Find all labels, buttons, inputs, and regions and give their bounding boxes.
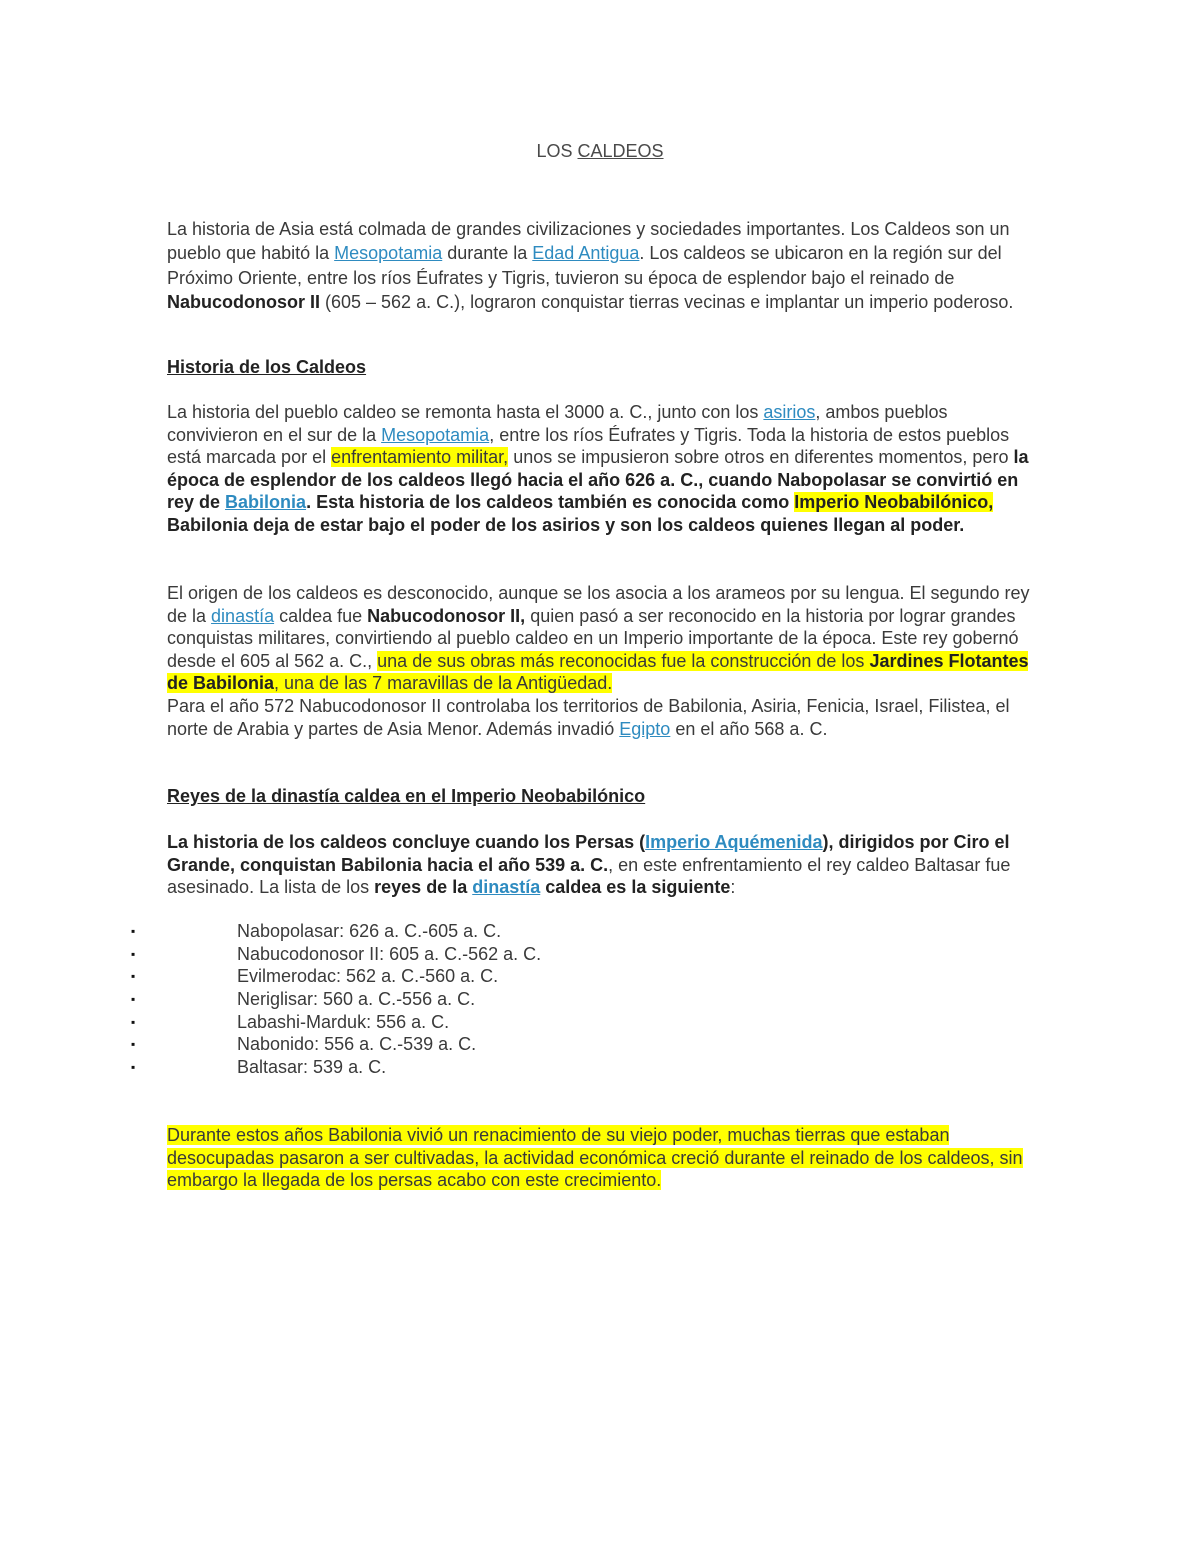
p3-highlight-2: , una de las 7 maravillas de la Antigüedad. xyxy=(274,673,613,694)
link-asirios[interactable]: asirios xyxy=(763,402,816,422)
p4-text-2: : xyxy=(730,877,736,898)
bullet-icon: ▪ xyxy=(131,946,136,961)
p4-bold-4: caldea es la siguiente xyxy=(540,877,731,898)
king-name: Nabopolasar: 626 a. C.-605 a. C. xyxy=(237,921,502,941)
list-item xyxy=(0,1056,1200,1079)
bullet-icon: ▪ xyxy=(131,1060,136,1075)
heading-reyes: Reyes de la dinastía caldea en el Imperio Neobabilónico xyxy=(167,786,646,806)
king-name: Nabonido: 556 a. C.-539 a. C. xyxy=(237,1034,477,1055)
title-part2: CALDEOS xyxy=(577,141,664,161)
list-item xyxy=(0,920,1200,943)
p4-bold-1: La historia de los caldeos concluye cuando los Persas ( xyxy=(167,832,646,852)
link-dinastia-2[interactable]: dinastía xyxy=(472,877,541,898)
p4-text-1: , en este enfrentamiento el rey caldeo Baltasar fue asesinado. La lista de los xyxy=(167,854,1011,898)
link-dinastia[interactable]: dinastía xyxy=(211,605,275,626)
p3-text-5: en el año 568 a. C. xyxy=(670,718,828,739)
intro-text-1: La historia de Asia está colmada de grandes civilizaciones y sociedades importantes. Los Caldeos son un pueblo que habitó la xyxy=(167,219,1010,264)
p2-text-2: , ambos pueblos convivieron en el sur de la xyxy=(167,402,948,445)
link-edad-antigua[interactable]: Edad Antigua xyxy=(532,243,640,264)
bullet-icon: ▪ xyxy=(131,1037,136,1052)
p3-text-1: El origen de los caldeos es desconocido, aunque se los asocia a los arameos por su lengua. El segundo rey de la xyxy=(167,583,1030,626)
bullet-icon: ▪ xyxy=(131,992,136,1007)
intro-text-4: (605 – 562 a. C.), lograron conquistar tierras vecinas e implantar un imperio poderoso. xyxy=(320,292,1014,313)
bullet-icon: ▪ xyxy=(131,924,136,938)
king-name: Nabucodonosor II: 605 a. C.-562 a. C. xyxy=(237,943,542,964)
list-item xyxy=(0,943,1200,966)
p4-bold-2: ), dirigidos por Ciro el Grande, conquistan Babilonia hacia el año 539 a. C. xyxy=(167,832,1010,875)
p2-text-3: , entre los ríos Éufrates y Tigris. Toda la historia de estos pueblos está marcada por el xyxy=(167,424,1010,468)
p3-text-2: caldea fue xyxy=(274,605,368,626)
p2-highlight-2: Imperio Neobabilónico, xyxy=(794,492,994,513)
origin-paragraph xyxy=(167,582,1037,740)
list-item xyxy=(0,965,1200,988)
list-item xyxy=(0,1011,1200,1034)
link-mesopotamia[interactable]: Mesopotamia xyxy=(334,243,443,264)
king-name: Baltasar: 539 a. C. xyxy=(237,1057,387,1078)
p2-text-4: unos se impusieron sobre otros en diferentes momentos, pero xyxy=(508,447,1014,468)
link-babilonia[interactable]: Babilonia xyxy=(225,492,307,513)
bullet-icon: ▪ xyxy=(131,969,136,984)
kings-intro-paragraph xyxy=(167,831,1037,899)
p3-bold-1: Nabucodonosor II, xyxy=(367,605,526,626)
closing-paragraph xyxy=(167,1124,1037,1192)
title-part1: LOS xyxy=(536,141,573,161)
king-name: Evilmerodac: 562 a. C.-560 a. C. xyxy=(237,966,499,987)
list-item xyxy=(0,988,1200,1011)
p3-text-4: Para el año 572 Nabucodonosor II controlaba los territorios de Babilonia, Asiria, Fenicia, Israel, Filistea, el norte de Arabia y partes de Asia Menor. Además invadió xyxy=(167,695,1010,739)
p2-bold-2: . Esta historia de los caldeos también es conocida como xyxy=(306,492,795,513)
p3-text-3: quien pasó a ser reconocido en la historia por lograr grandes conquistas militares, convirtiendo al pueblo caldeo en un Imperio importante de la época. Este rey gobernó desde el 605 al 562 a. C., xyxy=(167,605,1019,671)
p3-highlight-1: una de sus obras más reconocidas fue la construcción de los xyxy=(377,650,870,671)
closing-highlight: Durante estos años Babilonia vivió un renacimiento de su viejo poder, muchas tierras que estaban desocupadas pasaron a ser cultivadas, la actividad económica creció durante el reinado de los caldeos, sin embargo la llegada de los persas acabo con este crecimiento. xyxy=(167,1125,1023,1191)
p2-text-1: La historia del pueblo caldeo se remonta hasta el 3000 a. C., junto con los xyxy=(167,402,764,422)
link-egipto[interactable]: Egipto xyxy=(619,718,671,739)
kings-list xyxy=(0,920,1200,1079)
king-name: Neriglisar: 560 a. C.-556 a. C. xyxy=(237,989,476,1010)
intro-bold-nabucodonosor: Nabucodonosor II xyxy=(167,292,320,313)
heading-historia: Historia de los Caldeos xyxy=(167,357,367,377)
link-imperio-aquemenida[interactable]: Imperio Aquémenida xyxy=(645,832,823,852)
p2-bold-3: Babilonia deja de estar bajo el poder de los asirios y son los caldeos quienes llegan al poder. xyxy=(167,514,965,535)
p2-bold-1: la época de esplendor de los caldeos llegó hacia el año 626 a. C., cuando Nabopolasar se convirtió en rey de xyxy=(167,447,1029,513)
p2-highlight-1: enfrentamiento militar, xyxy=(331,447,509,468)
intro-text-2: durante la xyxy=(442,243,533,264)
link-mesopotamia-2[interactable]: Mesopotamia xyxy=(381,424,490,445)
p3-highlight-bold: Jardines Flotantes de Babilonia xyxy=(167,650,1029,694)
intro-text-3: . Los caldeos se ubicaron en la región sur del Próximo Oriente, entre los ríos Éufrates y Tigris, tuvieron su época de esplendor bajo el reinado de xyxy=(167,243,1002,288)
king-name: Labashi-Marduk: 556 a. C. xyxy=(237,1011,450,1032)
bullet-icon: ▪ xyxy=(131,1014,136,1029)
p4-bold-3: reyes de la xyxy=(374,877,473,898)
list-item xyxy=(0,1033,1200,1056)
document-title xyxy=(0,141,1200,162)
intro-paragraph xyxy=(167,217,1037,315)
history-paragraph xyxy=(167,401,1037,537)
